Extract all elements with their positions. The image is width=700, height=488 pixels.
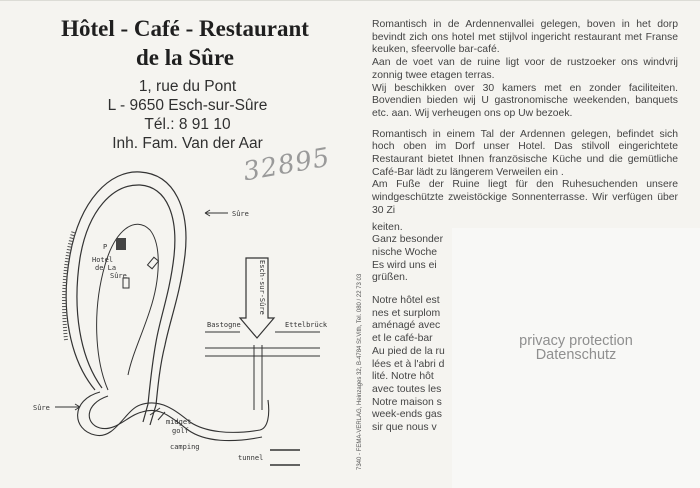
text-de-6: Es wird uns ei bbox=[372, 259, 437, 271]
village-map bbox=[0, 160, 350, 480]
handwritten-number: 32895 bbox=[241, 142, 333, 188]
label-hotel-2: de La bbox=[95, 264, 117, 272]
text-nl-2: Aan de voet van de ruine ligt voor de rustzoeker ons windvrij zonnig twee etagen terras. bbox=[372, 57, 678, 81]
text-de-5: nische Woche bbox=[372, 246, 438, 258]
label-camping: camping bbox=[170, 443, 200, 451]
text-fr-2: nes et surplom bbox=[372, 307, 441, 319]
label-ettelbruck: Ettelbrück bbox=[285, 321, 328, 329]
address-street: 1, rue du Pont bbox=[138, 78, 237, 95]
address-block bbox=[80, 77, 295, 153]
privacy-line-1: privacy protection bbox=[519, 333, 633, 349]
text-fr-6: lées et à l'abri d bbox=[372, 358, 445, 370]
road-crossing bbox=[254, 345, 262, 410]
road-arrow bbox=[240, 258, 274, 338]
address-owner: Inh. Fam. Van der Aar bbox=[112, 135, 263, 152]
label-hotel-3: Sûre bbox=[110, 272, 127, 280]
label-sure-left: Sûre bbox=[33, 404, 50, 412]
arrow-sure-left bbox=[55, 404, 80, 410]
label-road-vertical: Esch-sur-Sûre bbox=[258, 260, 266, 315]
privacy-line-2: Datenschutz bbox=[535, 347, 617, 363]
text-de-7: grüßen. bbox=[372, 272, 408, 284]
label-golf: golf bbox=[172, 427, 189, 435]
label-parking: P bbox=[103, 243, 108, 251]
card-edge bbox=[0, 0, 700, 1]
hotel-title-line1: Hôtel - Café - Restaurant bbox=[61, 16, 309, 41]
text-fr-7: lité. Notre hôt bbox=[372, 371, 434, 383]
text-de-3: keiten. bbox=[372, 221, 403, 233]
text-fr-4: et le café-bar bbox=[372, 333, 433, 345]
arrow-sure-top bbox=[205, 210, 228, 216]
label-sure-top: Sûre bbox=[232, 210, 249, 218]
hotel-building bbox=[116, 238, 126, 250]
text-de-2: Am Fuße der Ruine liegt für den Ruhesuchenden unsere windgeschützte zweistöckige Sonnenterrasse. Wir verfügen über 30 Zi bbox=[372, 179, 678, 216]
text-fr-10: week-ends gas bbox=[372, 409, 442, 421]
text-fr-8: avec toutes les bbox=[372, 383, 442, 395]
text-fr-1: Notre hôtel est bbox=[372, 295, 440, 307]
building-3 bbox=[147, 257, 158, 269]
hotel-title-line2: de la Sûre bbox=[136, 45, 234, 70]
text-fr-11: sir que nous v bbox=[372, 422, 437, 434]
address-city: L - 9650 Esch-sur-Sûre bbox=[107, 97, 268, 114]
label-tunnel: tunnel bbox=[238, 454, 264, 462]
address-phone: Tél.: 8 91 10 bbox=[144, 116, 231, 133]
text-nl-1: Romantisch in de Ardennenvallei gelegen, boven in het dorp bevindt zich ons hotel met stijlvol ingericht restaurant met Franse keuken, sfeervolle bar-café. bbox=[372, 19, 678, 56]
hotel-title bbox=[30, 14, 340, 72]
publisher-imprint: 7340 - FEMA-VERLAG, Heinzages 32, B-4784 St.Vith, Tel. 080 / 22 73 03 bbox=[357, 273, 363, 470]
tunnel-marker bbox=[270, 450, 300, 465]
privacy-overlay bbox=[452, 228, 700, 488]
text-de-1: Romantisch in einem Tal der Ardennen gelegen, befindet sich hoch oben im Dorf unser Hotel. Das stilvoll eingerichtete Restaurant bietet Ihnen französische Küche und die gemütliche Café-Bar lädt zu längerem Verweilen ein . bbox=[372, 128, 678, 178]
river-hatch bbox=[64, 230, 74, 340]
text-fr-9: Notre maison s bbox=[372, 396, 442, 408]
river-outer bbox=[66, 172, 186, 425]
label-bastogne: Bastogne bbox=[207, 321, 241, 329]
text-fr-5: Au pied de la ru bbox=[372, 345, 445, 357]
text-nl-3: Wij beschikken over 30 kamers met en zonder faciliteiten. Bovendien bieden wij U gastronomische weekenden, banquets etc. aan. Wij verheugen ons op Uw bezoek. bbox=[372, 82, 678, 119]
text-fr-3: aménagé avec bbox=[372, 320, 441, 332]
label-hotel-1: Hotel bbox=[92, 256, 114, 264]
label-midget: midget bbox=[166, 418, 192, 426]
text-de-4: Ganz besonder bbox=[372, 234, 444, 246]
